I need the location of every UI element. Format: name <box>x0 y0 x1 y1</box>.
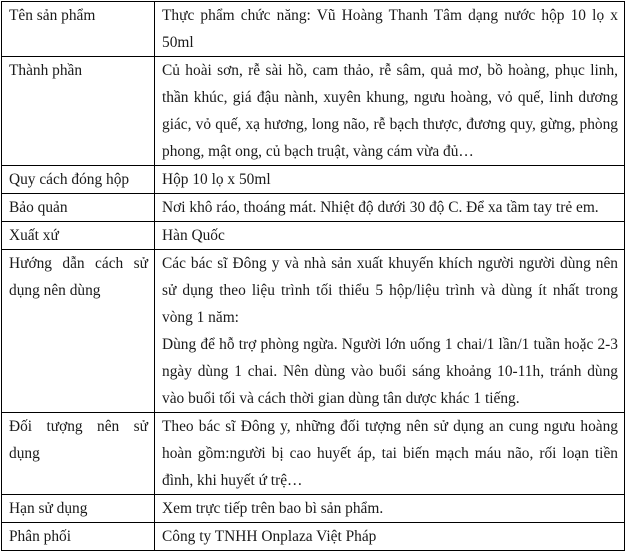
spec-row <box>2 222 625 250</box>
spec-value <box>155 495 625 523</box>
spec-label: Xuất xứ <box>2 222 155 250</box>
spec-label: Thành phần <box>2 57 155 166</box>
spec-label: Phân phối <box>2 523 155 551</box>
spec-label: Bảo quản <box>2 194 155 222</box>
spec-value-paragraph: Củ hoài sơn, rễ sài hồ, cam thảo, rễ sâm, quả mơ, bồ hoàng, phục linh, thần khúc, giá đậu nành, xuyên khung, ngưu hoàng, vỏ quế, linh dương giác, vỏ quế, xạ hương, long não, rễ bạch thược, đương quy, gừng, phòng phong, mật ong, củ bạch truật, vàng cám vừa đủ… <box>162 62 618 160</box>
spec-label: Hướng dẫn cách sử dụng nên dùng <box>2 250 155 413</box>
spec-row <box>2 57 625 166</box>
spec-label: Quy cách đóng hộp <box>2 166 155 194</box>
spec-row <box>2 166 625 194</box>
spec-row <box>2 194 625 222</box>
spec-value-paragraph: Công ty TNHH Onplaza Việt Pháp <box>162 528 377 545</box>
spec-value-paragraph: Thực phẩm chức năng: Vũ Hoàng Thanh Tâm dạng nước hộp 10 lọ x 50ml <box>162 7 618 51</box>
spec-value <box>155 523 625 551</box>
spec-value <box>155 250 625 413</box>
spec-value <box>155 57 625 166</box>
spec-value-paragraph: Theo bác sĩ Đông y, những đối tượng nên sử dụng an cung ngưu hoàng hoàn gồm:người bị cao huyết áp, tai biến mạch máu não, rối loạn tiền đình, khi huyết ứ trệ… <box>162 418 618 489</box>
spec-value <box>155 2 625 57</box>
spec-value <box>155 194 625 222</box>
spec-value-paragraph: Các bác sĩ Đông y và nhà sản xuất khuyến khích người người dùng nên sử dụng theo liệu trình tối thiểu 5 hộp/liệu trình và dùng ít nhất trong vòng 1 năm: <box>162 255 618 326</box>
spec-row <box>2 250 625 413</box>
spec-row <box>2 523 625 551</box>
spec-row <box>2 495 625 523</box>
spec-value <box>155 222 625 250</box>
spec-value-paragraph: Nơi khô ráo, thoáng mát. Nhiệt độ dưới 30 độ C. Để xa tầm tay trẻ em. <box>162 199 599 216</box>
spec-label: Tên sản phẩm <box>2 2 155 57</box>
product-spec-table <box>1 1 625 551</box>
spec-value-paragraph: Dùng để hỗ trợ phòng ngừa. Người lớn uống 1 chai/1 lần/1 tuần hoặc 2-3 ngày dùng 1 chai. Nên dùng vào buổi sáng khoảng 10-11h, tránh dùng vào buổi tối và cách thời gian dùng tân dược khác 1 tiếng. <box>162 336 618 407</box>
spec-row <box>2 413 625 495</box>
spec-label: Hạn sử dụng <box>2 495 155 523</box>
spec-table-body <box>2 2 625 551</box>
spec-value-paragraph: Xem trực tiếp trên bao bì sản phẩm. <box>162 500 384 517</box>
spec-row <box>2 2 625 57</box>
spec-label: Đối tượng nên sử dụng <box>2 413 155 495</box>
spec-value-paragraph: Hộp 10 lọ x 50ml <box>162 171 271 188</box>
spec-value-paragraph: Hàn Quốc <box>162 227 225 244</box>
spec-value <box>155 166 625 194</box>
spec-value <box>155 413 625 495</box>
